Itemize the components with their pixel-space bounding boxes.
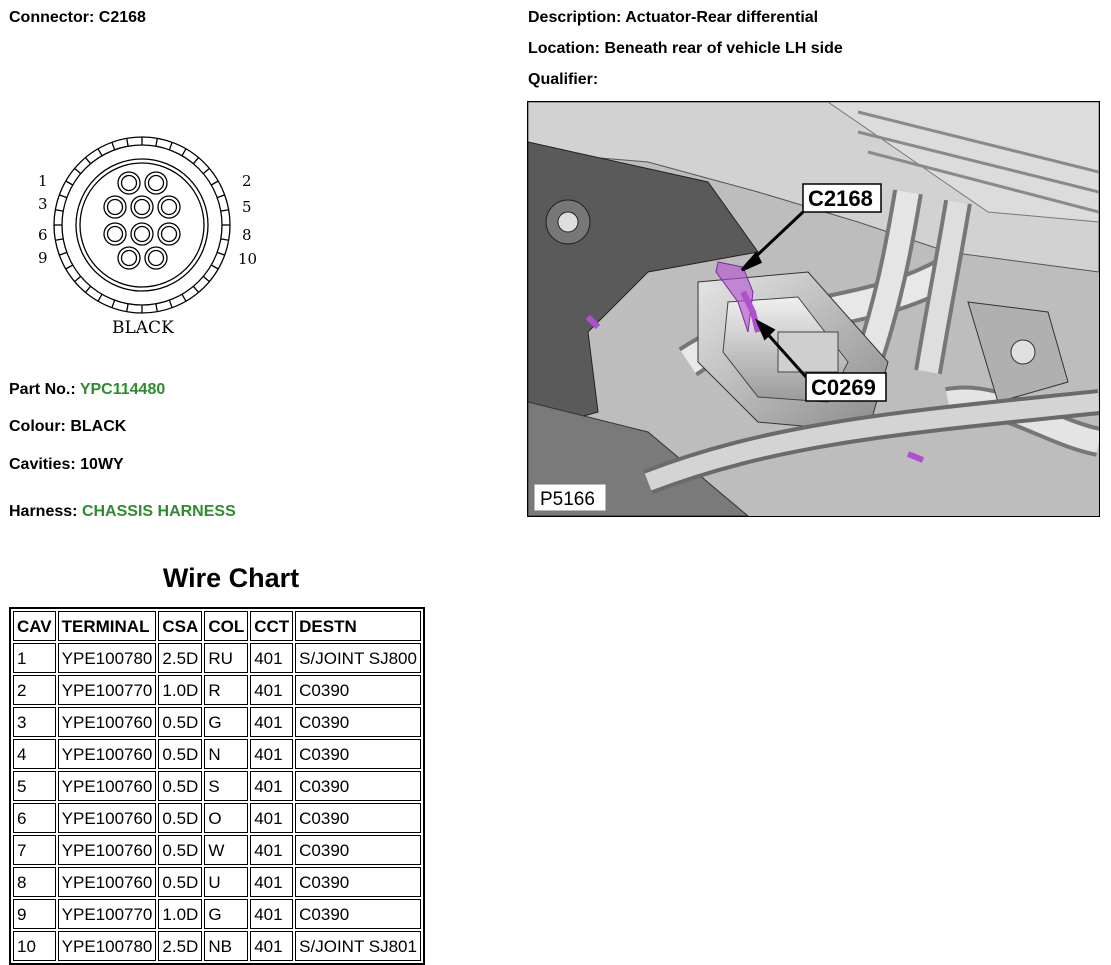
cell-cct: 401 [250,675,293,705]
pin-label-left-3: 3 [38,195,48,213]
cell-csa: 2.5D [158,931,202,961]
cell-destn: C0390 [295,739,421,769]
cell-csa: 1.0D [158,675,202,705]
illustration-reference: P5166 [540,489,595,510]
harness-field [9,503,236,521]
table-row [13,643,421,673]
cavities-field [9,456,124,474]
table-row [13,771,421,801]
qualifier-label: Qualifier: [528,71,599,88]
cell-col: O [204,803,248,833]
cell-csa: 0.5D [158,739,202,769]
cell-destn: S/JOINT SJ801 [295,931,421,961]
cell-terminal: YPE100760 [58,803,157,833]
cell-terminal: YPE100760 [58,867,157,897]
cell-terminal: YPE100780 [58,643,157,673]
cell-col: NB [204,931,248,961]
cell-destn: C0390 [295,771,421,801]
cell-destn: C0390 [295,707,421,737]
cell-destn: C0390 [295,867,421,897]
table-row [13,675,421,705]
pin-label-left-9: 9 [38,249,48,267]
connector-field [9,9,146,27]
cell-col: S [204,771,248,801]
cell-terminal: YPE100780 [58,931,157,961]
cell-cav: 5 [13,771,56,801]
header-destn: DESTN [295,611,421,641]
cell-csa: 0.5D [158,803,202,833]
cell-cct: 401 [250,899,293,929]
cell-cav: 7 [13,835,56,865]
connector-value: C2168 [98,9,146,26]
pin-label-left-6: 6 [38,226,48,244]
cell-csa: 0.5D [158,707,202,737]
pin-label-right-10: 10 [238,250,258,268]
description-field [528,9,818,27]
cell-csa: 0.5D [158,771,202,801]
table-row [13,899,421,929]
cell-cct: 401 [250,739,293,769]
table-row [13,739,421,769]
cell-cav: 8 [13,867,56,897]
cell-terminal: YPE100760 [58,707,157,737]
cell-col: U [204,867,248,897]
cell-cct: 401 [250,931,293,961]
header-col: COL [204,611,248,641]
wire-chart-title: Wire Chart [162,563,300,593]
cell-cav: 9 [13,899,56,929]
cell-cav: 2 [13,675,56,705]
location-label: Location: [528,40,600,57]
wire-chart-table [9,607,425,965]
vehicle-location-illustration [527,101,1100,517]
header-csa: CSA [158,611,202,641]
callout-c0269: C0269 [811,375,876,400]
description-value: Actuator-Rear differential [625,9,819,26]
table-row [13,931,421,961]
qualifier-field [528,71,598,89]
callout-c2168: C2168 [808,186,873,211]
cell-col: N [204,739,248,769]
header-cav: CAV [13,611,56,641]
location-field [528,40,843,58]
cell-col: G [204,707,248,737]
cell-cav: 1 [13,643,56,673]
cell-destn: C0390 [295,675,421,705]
header-cct: CCT [250,611,293,641]
header-terminal: TERMINAL [58,611,157,641]
table-row [13,835,421,865]
harness-label: Harness: [9,503,78,520]
table-row [13,803,421,833]
part-no-link[interactable]: YPC114480 [79,381,166,398]
part-no-field [9,381,165,399]
cell-csa: 0.5D [158,867,202,897]
cell-cav: 3 [13,707,56,737]
cavities-label: Cavities: [9,456,76,473]
cell-destn: S/JOINT SJ800 [295,643,421,673]
cell-csa: 1.0D [158,899,202,929]
cell-terminal: YPE100770 [58,899,157,929]
pin-label-right-5: 5 [242,198,252,216]
cell-destn: C0390 [295,899,421,929]
cavities-value: 10WY [80,456,124,473]
connector-colour-caption: BLACK [112,318,174,338]
cell-cct: 401 [250,867,293,897]
cell-cct: 401 [250,771,293,801]
cell-destn: C0390 [295,803,421,833]
colour-label: Colour: [9,418,66,435]
pin-label-right-2: 2 [242,172,252,190]
table-header-row [13,611,421,641]
cell-cav: 4 [13,739,56,769]
cell-cav: 10 [13,931,56,961]
cell-destn: C0390 [295,835,421,865]
cell-col: G [204,899,248,929]
table-row [13,867,421,897]
cell-cct: 401 [250,643,293,673]
pin-label-left-1: 1 [38,172,48,190]
cell-csa: 0.5D [158,835,202,865]
cell-cct: 401 [250,707,293,737]
cell-cct: 401 [250,803,293,833]
connector-label: Connector: [9,9,95,26]
cell-terminal: YPE100760 [58,835,157,865]
table-row [13,707,421,737]
cell-cav: 6 [13,803,56,833]
pin-label-right-8: 8 [242,226,252,244]
connector-face-diagram [28,128,268,343]
cell-csa: 2.5D [158,643,202,673]
part-no-label: Part No.: [9,381,76,398]
description-label: Description: [528,9,622,26]
harness-link[interactable]: CHASSIS HARNESS [81,503,236,520]
cell-col: R [204,675,248,705]
cell-col: W [204,835,248,865]
cell-terminal: YPE100770 [58,675,157,705]
cell-terminal: YPE100760 [58,771,157,801]
cell-cct: 401 [250,835,293,865]
cell-col: RU [204,643,248,673]
colour-value: BLACK [70,418,127,435]
cell-terminal: YPE100760 [58,739,157,769]
location-value: Beneath rear of vehicle LH side [604,40,843,57]
colour-field [9,418,126,436]
